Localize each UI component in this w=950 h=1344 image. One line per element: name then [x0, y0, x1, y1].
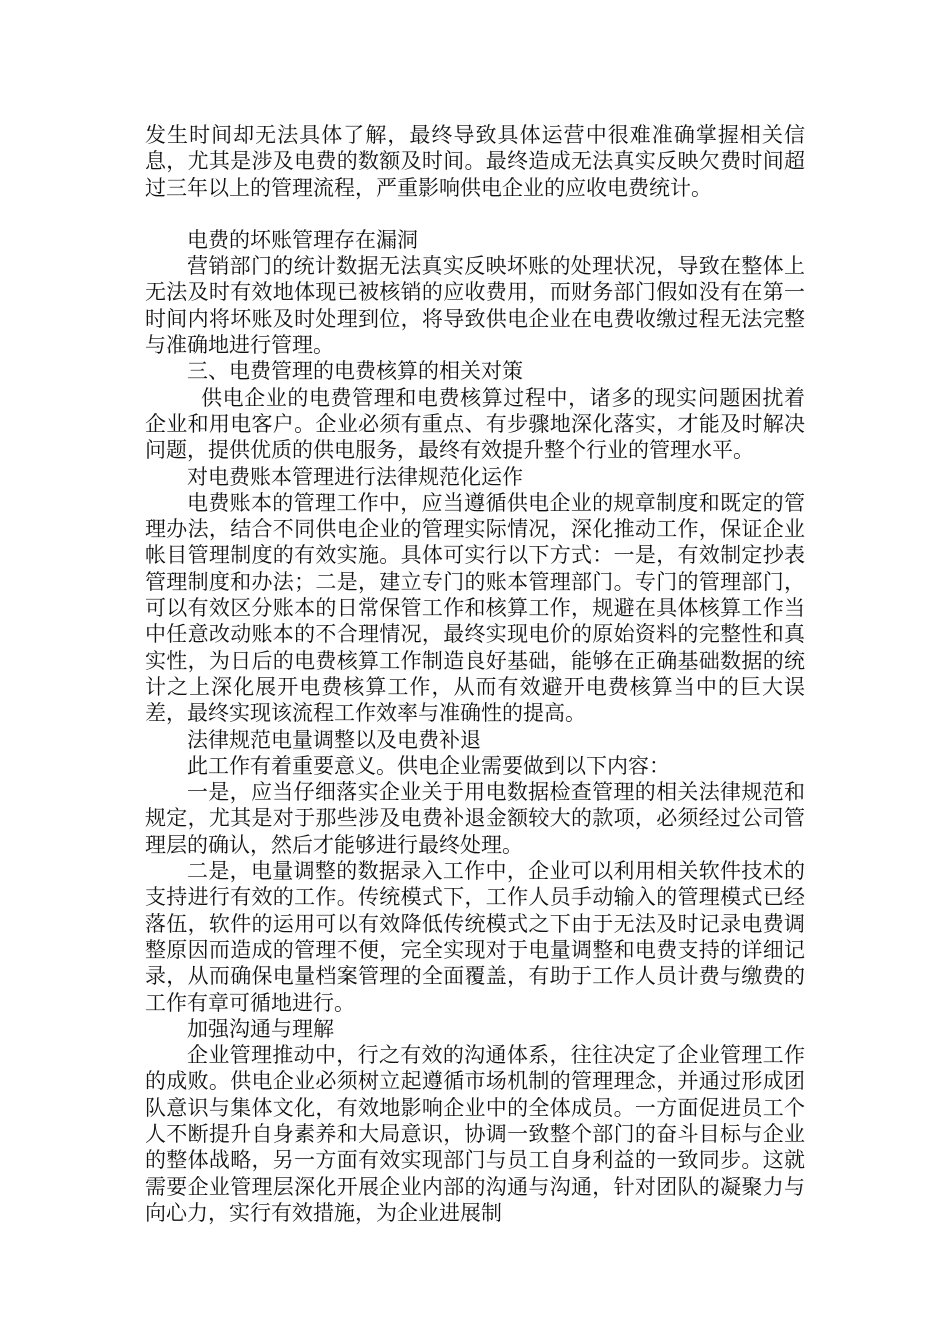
paragraph-adjustment-second: 二是，电量调整的数据录入工作中，企业可以利用相关软件技术的支持进行有效的工作。传统模式下，工作人员手动输入的管理模式已经落伍，软件的运用可以有效降低传统模式之下由于无法及时记录电费调整原因而造成的管理不便，完全实现对于电量调整和电费支持的详细记录，从而确保电量档案管理的全面覆盖，有助于工作人员计费与缴费的工作有章可循地进行。 [145, 859, 805, 1015]
section-heading-bad-debt: 电费的坏账管理存在漏洞 [187, 227, 418, 252]
paragraph-communication: 企业管理推动中，行之有效的沟通体系，往往决定了企业管理工作的成败。供电企业必须树立起遵循市场机制的管理理念，并通过形成团队意识与集体文化，有效地影响企业中的全体成员。一方面促进员工个人不断提升自身素养和大局意识，协调一致整个部门的奋斗目标与企业的整体战略，另一方面有效实现部门与员工自身利益的一致同步。这就需要企业管理层深化开展企业内部的沟通与沟通，针对团队的凝聚力与向心力，实行有效措施，为企业进展制 [145, 1043, 805, 1225]
section-heading-communication: 加强沟通与理解 [187, 1016, 334, 1041]
paragraph-ledger-law: 电费账本的管理工作中，应当遵循供电企业的规章制度和既定的管理办法，结合不同供电企业的管理实际情况，深化推动工作，保证企业帐目管理制度的有效实施。具体可实行以下方式：一是，有效制定抄表管理制度和办法；二是，建立专门的账本管理部门。专门的管理部门，可以有效区分账本的日常保管工作和核算工作，规避在具体核算工作当中任意改动账本的不合理情况，最终实现电价的原始资料的完整性和真实性，为日后的电费核算工作制造良好基础，能够在正确基础数据的统计之上深化展开电费核算工作，从而有效避开电费核算当中的巨大误差，最终实现该流程工作效率与准确性的提高。 [145, 490, 805, 726]
section-heading-countermeasures: 三、电费管理的电费核算的相关对策 [187, 359, 523, 384]
document-page [145, 122, 805, 1226]
paragraph-adjustment-first: 一是，应当仔细落实企业关于用电数据检查管理的相关法律规范和规定，尤其是对于那些涉及电费补退金额较大的款项，必须经过公司管理层的确认，然后才能够进行最终处理。 [145, 780, 805, 857]
paragraph-countermeasures-intro: 供电企业的电费管理和电费核算过程中，诸多的现实问题困扰着企业和用电客户。企业必须有重点、有步骤地深化落实，才能及时解决问题，提供优质的供电服务，最终有效提升整个行业的管理水平。 [145, 385, 805, 463]
section-heading-adjustment: 法律规范电量调整以及电费补退 [187, 727, 481, 752]
section-heading-ledger-law: 对电费账本管理进行法律规范化运作 [187, 464, 523, 489]
paragraph-adjustment-intro: 此工作有着重要意义。供电企业需要做到以下内容： [187, 753, 670, 778]
paragraph-bad-debt: 营销部门的统计数据无法真实反映坏账的处理状况，导致在整体上无法及时有效地体现已被核销的应收费用，而财务部门假如没有在第一时间内将坏账及时处理到位，将导致供电企业在电费收缴过程无法完整与准确地进行管理。 [145, 254, 805, 358]
paragraph-continued: 发生时间却无法具体了解，最终导致具体运营中很难准确掌握相关信息，尤其是涉及电费的数额及时间。最终造成无法真实反映欠费时间超过三年以上的管理流程，严重影响供电企业的应收电费统计。 [145, 123, 805, 200]
